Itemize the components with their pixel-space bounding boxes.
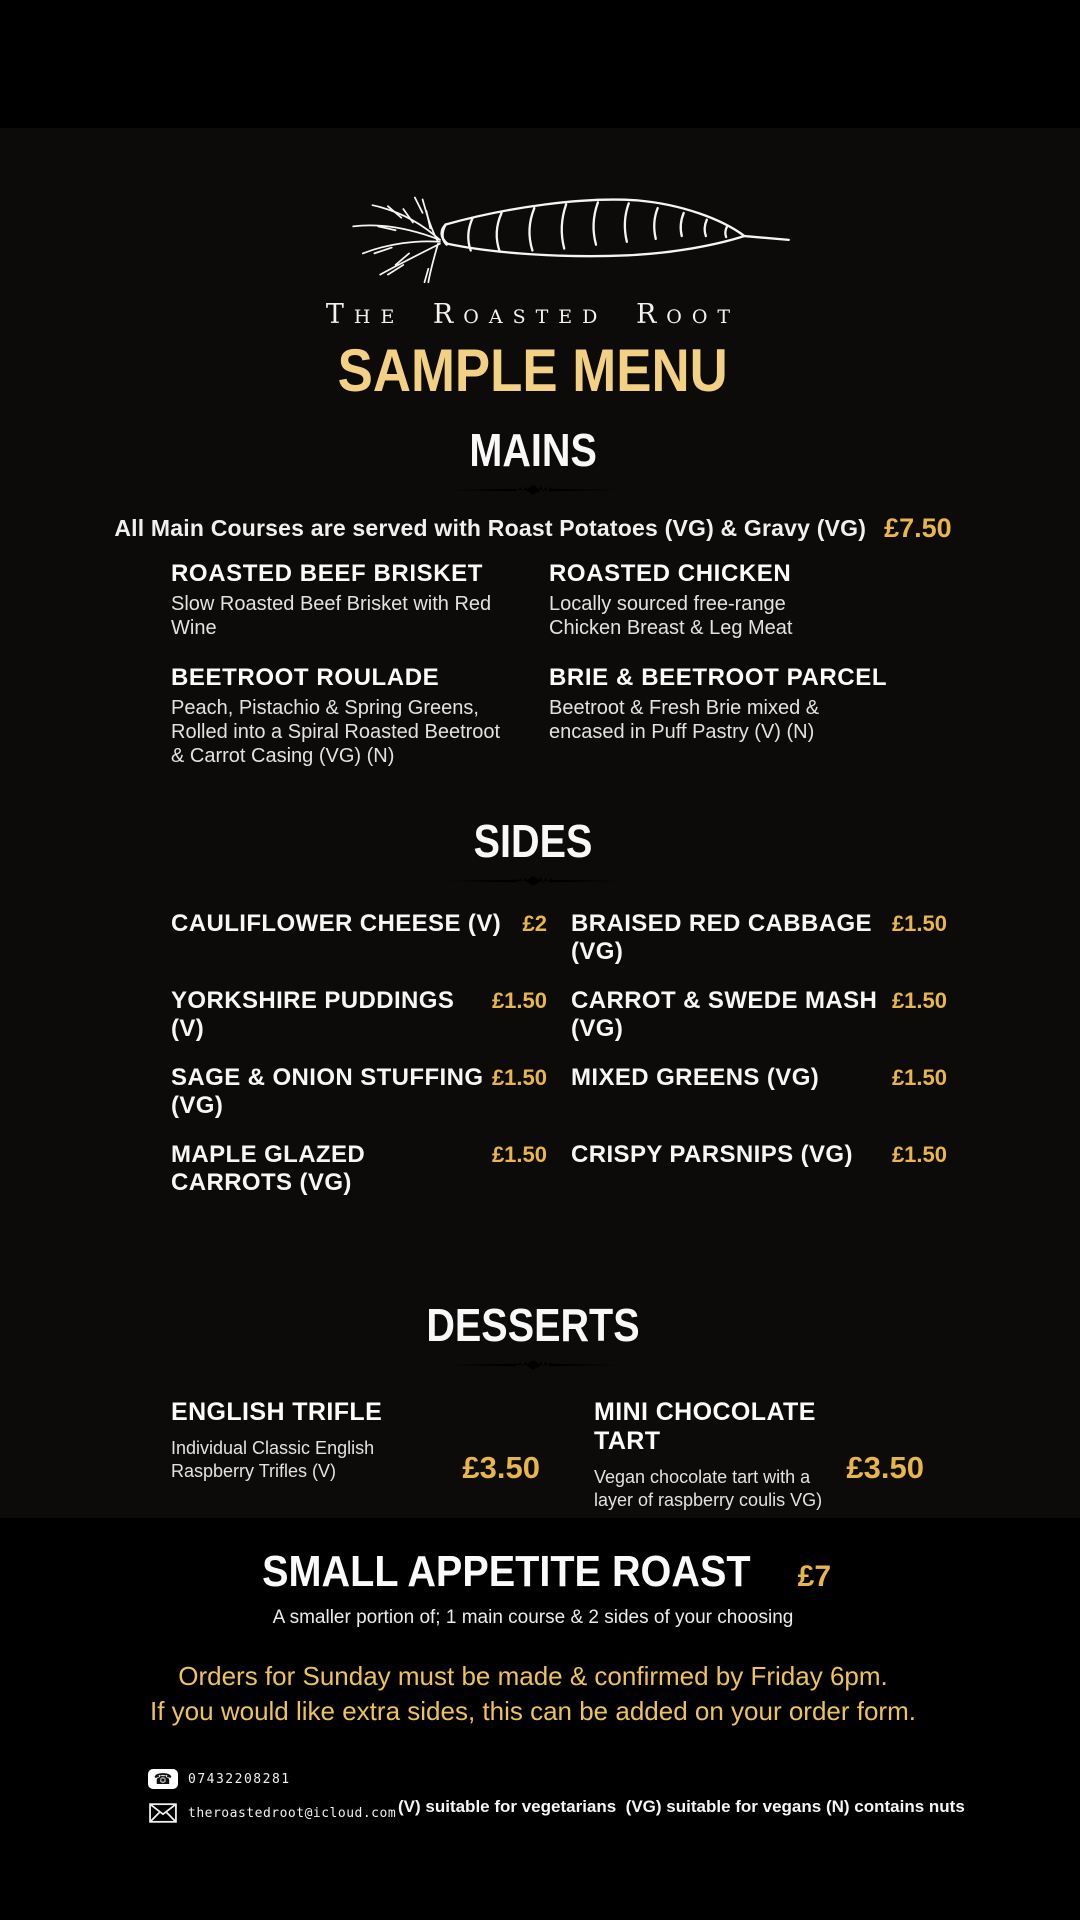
menu-item: BRIE & BEETROOT PARCEL Beetroot & Fresh Brie mixed & encased in Puff Pastry (V) (N) [549, 664, 888, 743]
menu-item: BEETROOT ROULADE Peach, Pistachio & Spring Greens, Rolled into a Spiral Roasted Beetroot & Carrot Casing (VG) (N) [171, 664, 501, 767]
small-appetite-price: £7 [797, 1560, 832, 1593]
mains-list [86, 560, 980, 768]
page-title: SAMPLE MENU [337, 337, 729, 404]
side-item: CARROT & SWEDE MASH (VG) £1.50 [571, 987, 947, 1042]
dessert-item: MINI CHOCOLATE TART Vegan chocolate tart with a layer of raspberry coulis VG) £3.50 [594, 1398, 924, 1510]
phone-number: 07432208281 [188, 1771, 291, 1787]
side-item: CAULIFLOWER CHEESE (V) £2 [171, 910, 547, 937]
side-item: BRAISED RED CABBAGE (VG) £1.50 [571, 910, 947, 965]
email-icon [148, 1803, 178, 1823]
brand-name: The Roasted Root [325, 299, 741, 330]
desserts-heading: DESSERTS [426, 1299, 640, 1351]
side-item: MAPLE GLAZED CARROTS (VG) £1.50 [171, 1141, 547, 1196]
phone-icon: ☎ [148, 1769, 178, 1789]
phone-row [148, 1769, 396, 1789]
divider-ornament-icon [447, 481, 619, 499]
contact-block [148, 1769, 396, 1823]
mains-price: £7.50 [884, 513, 952, 543]
menu-item: ROASTED CHICKEN Locally sourced free-range Chicken Breast & Leg Meat [549, 560, 793, 639]
side-item: CRISPY PARSNIPS (VG) £1.50 [571, 1141, 947, 1168]
email-row [148, 1803, 396, 1823]
divider-ornament-icon [447, 872, 619, 890]
dessert-item: ENGLISH TRIFLE Individual Classic English Raspberry Trifles (V) £3.50 [171, 1398, 540, 1485]
ordering-notice: Orders for Sunday must be made & confirmed by Friday 6pm. If you would like extra sides, this can be added on your order form. [150, 1661, 916, 1727]
small-appetite-heading: SMALL APPETITE ROAST £7 [262, 1547, 832, 1596]
sides-list [86, 910, 980, 1218]
dietary-legend: (V) suitable for vegetarians (VG) suitable for vegans (N) contains nuts [398, 1797, 965, 1817]
side-item: SAGE & ONION STUFFING (VG) £1.50 [171, 1064, 547, 1119]
divider-ornament-icon [447, 1356, 619, 1374]
side-item: MIXED GREENS (VG) £1.50 [571, 1064, 947, 1091]
sides-heading: SIDES [473, 815, 593, 867]
menu-item: ROASTED BEEF BRISKET Slow Roasted Beef Brisket with Red Wine [171, 560, 492, 639]
email-address: theroastedroot@icloud.com [188, 1805, 397, 1821]
mains-note-row [86, 513, 980, 544]
menu-poster [0, 128, 1080, 1821]
side-item: YORKSHIRE PUDDINGS (V) £1.50 [171, 987, 547, 1042]
footer [86, 1769, 980, 1869]
small-appetite-note: A smaller portion of; 1 main course & 2 sides of your choosing [272, 1607, 794, 1628]
menu-content [86, 128, 980, 1869]
mains-heading: MAINS [469, 424, 597, 476]
mains-note: All Main Courses are served with Roast Potatoes (VG) & Gravy (VG) [114, 515, 867, 541]
carrot-logo-icon [335, 184, 805, 290]
desserts-list [86, 1398, 980, 1511]
